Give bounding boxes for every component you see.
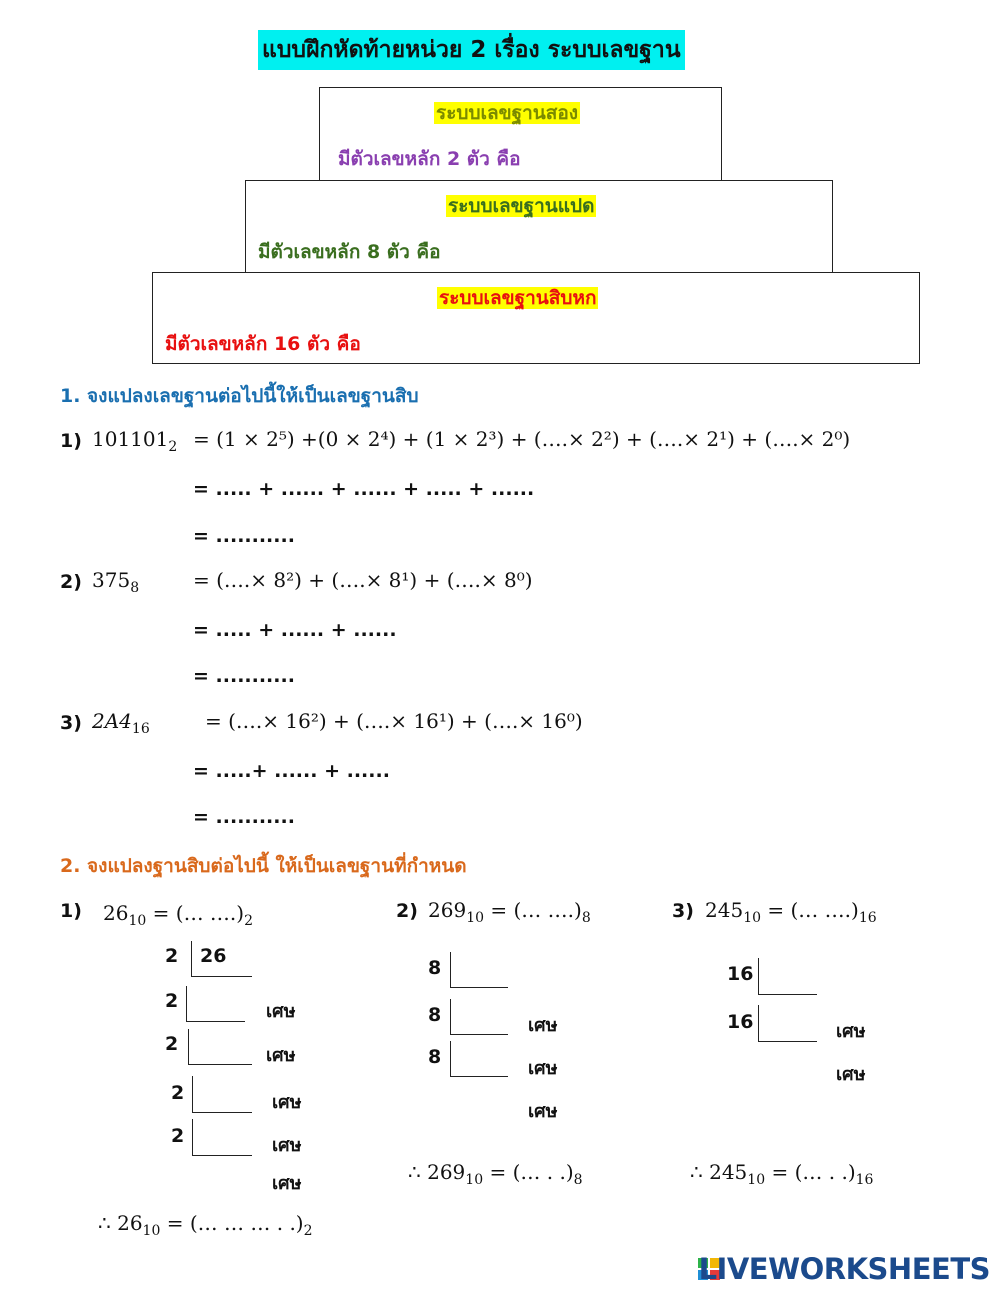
s2-p3-divisor-1: 16	[727, 963, 754, 985]
s2-p1-division-box-1	[191, 941, 252, 977]
s2-p3-label: 3)	[672, 900, 694, 922]
s1-p2-result-line: = ...........	[193, 665, 295, 687]
s2-p2-divisor-3: 8	[428, 1046, 442, 1068]
s2-p2-divisor-1: 8	[428, 957, 442, 979]
s1-p3-result-line: = ...........	[193, 806, 295, 828]
s2-p2-division-box-2[interactable]	[450, 999, 508, 1035]
hex-box	[152, 272, 920, 364]
s2-p1-divisor-4: 2	[171, 1082, 185, 1104]
s2-p3-conclusion: ∴ $245_{10}$ = (… . $.)_{16}$	[690, 1160, 874, 1188]
s2-p1-division-box-4[interactable]	[192, 1076, 252, 1113]
s1-p3-label: 3)	[60, 712, 82, 734]
s1-p1-label: 1)	[60, 430, 82, 452]
s2-p1-conclusion: ∴ $26_{10}$ = (… … … . $.)_2$	[98, 1211, 313, 1239]
s2-p2-conclusion: ∴ $269_{10}$ = (… . $.)_8$	[408, 1160, 583, 1188]
liveworksheets-logo: LIVEWORKSHEETS	[698, 1252, 990, 1286]
binary-box	[319, 87, 722, 182]
s2-p1-remainder-label-4: เศษ	[272, 1135, 302, 1156]
s2-p1-dividend: 26	[200, 945, 227, 967]
s1-p3-expansion: = (….× 16²) + (….× 16¹) + (….× 16⁰)	[205, 709, 583, 733]
s1-p2-expansion: = (….× 8²) + (….× 8¹) + (….× 8⁰)	[193, 568, 533, 592]
s1-p1-expansion: = (1 × 2⁵) +(0 × 2⁴) + (1 × 2³) + (….× 2²) + (….× 2¹) + (….× 2⁰)	[193, 427, 851, 451]
s2-p3-division-box-2[interactable]	[758, 1005, 817, 1042]
s2-p1-divisor-1: 2	[165, 945, 179, 967]
s2-p2-divisor-2: 8	[428, 1004, 442, 1026]
s1-p1-number: $101101_2$	[92, 427, 178, 455]
s2-p2-remainder-label-1: เศษ	[528, 1015, 558, 1036]
s2-p1-division-box-5[interactable]	[192, 1119, 252, 1156]
s2-p2-division-box-1[interactable]	[450, 952, 508, 988]
s2-p1-divisor-5: 2	[171, 1125, 185, 1147]
section1-heading: 1. จงแปลงเลขฐานต่อไปนี้ให้เป็นเลขฐานสิบ	[60, 385, 419, 407]
octal-box	[245, 180, 833, 273]
s2-p2-remainder-label-2: เศษ	[528, 1058, 558, 1079]
s2-p1-division-box-2[interactable]	[186, 986, 245, 1022]
s2-p3-division-box-1[interactable]	[758, 958, 817, 995]
s2-p1-remainder-label-5: เศษ	[272, 1173, 302, 1194]
section2-heading: 2. จงแปลงฐานสิบต่อไปนี้ ให้เป็นเลขฐานที่กำหนด	[60, 855, 467, 877]
s2-p1-division-box-3[interactable]	[188, 1029, 252, 1065]
s2-p1-divisor-3: 2	[165, 1033, 179, 1055]
s2-p3-divisor-2: 16	[727, 1011, 754, 1033]
s2-p1-divisor-2: 2	[165, 990, 179, 1012]
s2-p3-remainder-label-2: เศษ	[836, 1064, 866, 1085]
s2-p3-remainder-label-1: เศษ	[836, 1021, 866, 1042]
s2-p1-remainder-label-3: เศษ	[272, 1092, 302, 1113]
page-title: แบบฝึกหัดท้ายหน่วย 2 เรื่อง ระบบเลขฐาน	[258, 30, 685, 70]
s2-p1-remainder-label-2: เศษ	[266, 1045, 296, 1066]
s1-p1-result-line: = ...........	[193, 525, 295, 547]
s2-p1-label: 1)	[60, 900, 82, 922]
s1-p3-number: $2A4_{16}$	[92, 709, 150, 737]
s2-p2-label: 2)	[396, 900, 418, 922]
octal-heading: ระบบเลขฐานแปด	[448, 195, 595, 217]
s1-p2-sum-line: = ..... + ...... + ......	[193, 619, 397, 641]
s1-p2-number: $375_8$	[92, 568, 140, 596]
s2-p1-remainder-label-1: เศษ	[266, 1001, 296, 1022]
s1-p2-label: 2)	[60, 571, 82, 593]
s2-p2-equation: $269_{10}$ = (… $\dots.)_8$	[428, 898, 591, 926]
octal-text: มีตัวเลขหลัก 8 ตัว คือ	[258, 241, 441, 263]
s1-p1-sum-line: = ..... + ...... + ...... + ..... + ......	[193, 478, 535, 500]
binary-text: มีตัวเลขหลัก 2 ตัว คือ	[338, 148, 521, 170]
s2-p3-equation: $245_{10}$ = (… $\dots.)_{16}$	[705, 898, 877, 926]
binary-heading: ระบบเลขฐานสอง	[436, 102, 579, 124]
s2-p2-division-box-3[interactable]	[450, 1041, 508, 1077]
hex-text: มีตัวเลขหลัก 16 ตัว คือ	[165, 333, 361, 355]
s2-p1-equation: $26_{10}$ = (… $\dots.)_2$	[103, 901, 254, 929]
s1-p3-sum-line: = .....+ ...... + ......	[193, 760, 390, 782]
s2-p2-remainder-label-3: เศษ	[528, 1101, 558, 1122]
hex-heading: ระบบเลขฐานสิบหก	[439, 287, 597, 309]
